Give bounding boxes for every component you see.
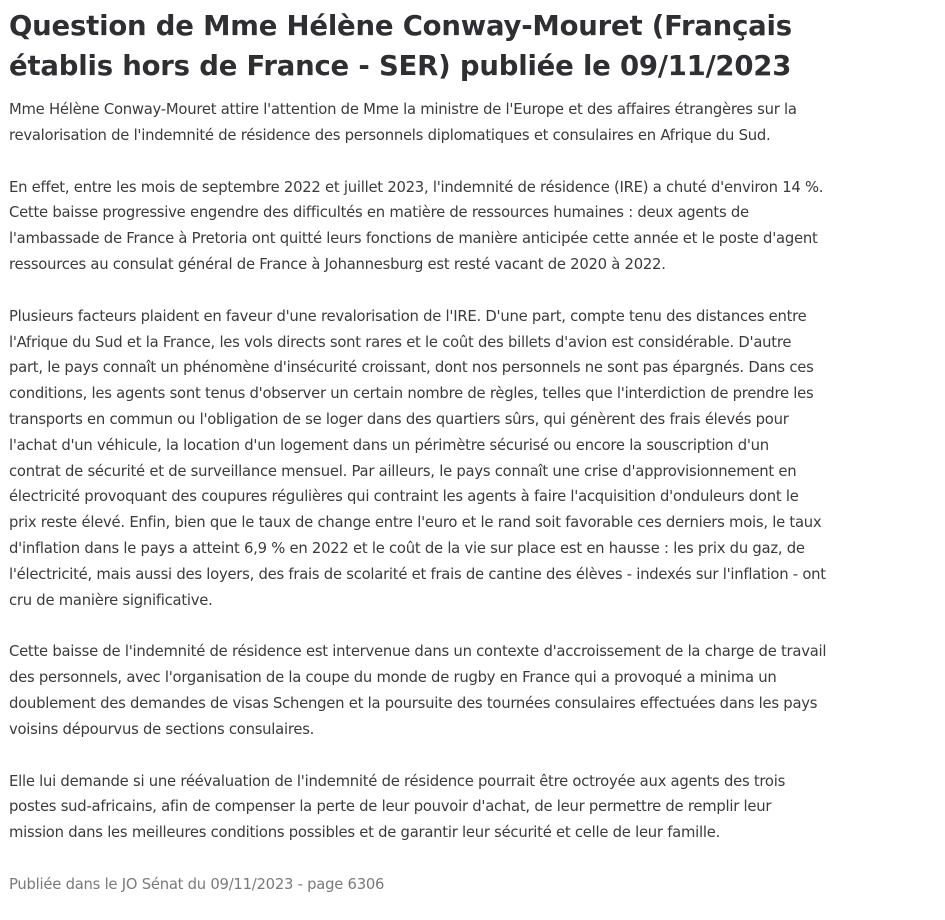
text-line: part, le pays connaît un phénomène d'insécurité croissant, dont nos personnels ne sont pas épargnés. Dans ces [9, 359, 814, 377]
paragraph-4 [9, 639, 929, 742]
text-line: l'achat d'un véhicule, la location d'un logement dans un périmètre sécurisé ou encore la souscription d'un [9, 436, 769, 454]
paragraph-1 [9, 97, 929, 149]
text-line: Elle lui demande si une réévaluation de l'indemnité de résidence pourrait être octroyée aux agents des trois [9, 772, 786, 790]
text-line: l'Afrique du Sud et la France, les vols directs sont rares et le coût des billets d'avion est considérable. D'autre [9, 333, 792, 351]
question-body [9, 97, 929, 898]
text-line: postes sud-africains, afin de compenser la perte de leur pouvoir d'achat, de leur permettre de remplir leur [9, 798, 772, 816]
text-line: ressources au consulat général de France à Johannesburg est resté vacant de 2020 à 2022. [9, 255, 666, 273]
title-line-2: établis hors de France - SER) publiée le 09/11/2023 [9, 50, 792, 82]
text-line: En effet, entre les mois de septembre 2022 et juillet 2023, l'indemnité de résidence (IRE) a chuté d'environ 14 %. [9, 178, 824, 196]
text-line: des personnels, avec l'organisation de la coupe du monde de rugby en France qui a provoqué a minima un [9, 669, 777, 687]
text-line: conditions, les agents sont tenus d'observer un certain nombre de règles, telles que l'interdiction de prendre les [9, 385, 814, 403]
text-line: l'ambassade de France à Pretoria ont quitté leurs fonctions de manière anticipée cette année et le poste d'agent [9, 230, 818, 248]
paragraph-2 [9, 175, 929, 278]
text-line: Cette baisse progressive engendre des difficultés en matière de ressources humaines : deux agents de [9, 204, 749, 222]
title-line-1: Question de Mme Hélène Conway-Mouret (Français [9, 10, 792, 42]
text-line: l'électricité, mais aussi des loyers, des frais de scolarité et frais de cantine des élèves - indexés sur l'inflation - ont [9, 565, 826, 583]
text-line: Plusieurs facteurs plaident en faveur d'une revalorisation de l'IRE. D'une part, compte tenu des distances entre [9, 307, 807, 325]
question-page [9, 6, 929, 898]
text-line: mission dans les meilleures conditions possibles et de garantir leur sécurité et celle de leur famille. [9, 824, 721, 842]
text-line: voisins dépourvus de sections consulaires. [9, 720, 315, 738]
text-line: transports en commun ou l'obligation de se loger dans des quartiers sûrs, qui génèrent des frais élevés pour [9, 410, 789, 428]
text-line: Cette baisse de l'indemnité de résidence est intervenue dans un contexte d'accroissement de la charge de travail [9, 643, 827, 661]
text-line: contrat de sécurité et de surveillance mensuel. Par ailleurs, le pays connaît une crise d'approvisionnement en [9, 462, 797, 480]
text-line: électricité provoquant des coupures régulières qui contraint les agents à faire l'acquisition d'onduleurs dont le [9, 488, 799, 506]
publication-footer: Publiée dans le JO Sénat du 09/11/2023 - page 6306 [9, 875, 385, 893]
text-line: Mme Hélène Conway-Mouret attire l'attention de Mme la ministre de l'Europe et des affaires étrangères sur la [9, 101, 797, 118]
text-line: doublement des demandes de visas Schengen et la poursuite des tournées consulaires effectuées dans les pays [9, 694, 818, 712]
text-line: cru de manière significative. [9, 591, 213, 609]
paragraph-5 [9, 769, 929, 846]
text-line: revalorisation de l'indemnité de résidence des personnels diplomatiques et consulaires en Afrique du Sud. [9, 126, 771, 144]
text-line: prix reste élevé. Enfin, bien que le taux de change entre l'euro et le rand soit favorable ces derniers mois, le taux [9, 514, 822, 532]
page-title [9, 6, 929, 86]
paragraph-3 [9, 304, 929, 614]
text-line: d'inflation dans le pays a atteint 6,9 % en 2022 et le coût de la vie sur place est en hausse : les prix du gaz, de [9, 539, 805, 557]
